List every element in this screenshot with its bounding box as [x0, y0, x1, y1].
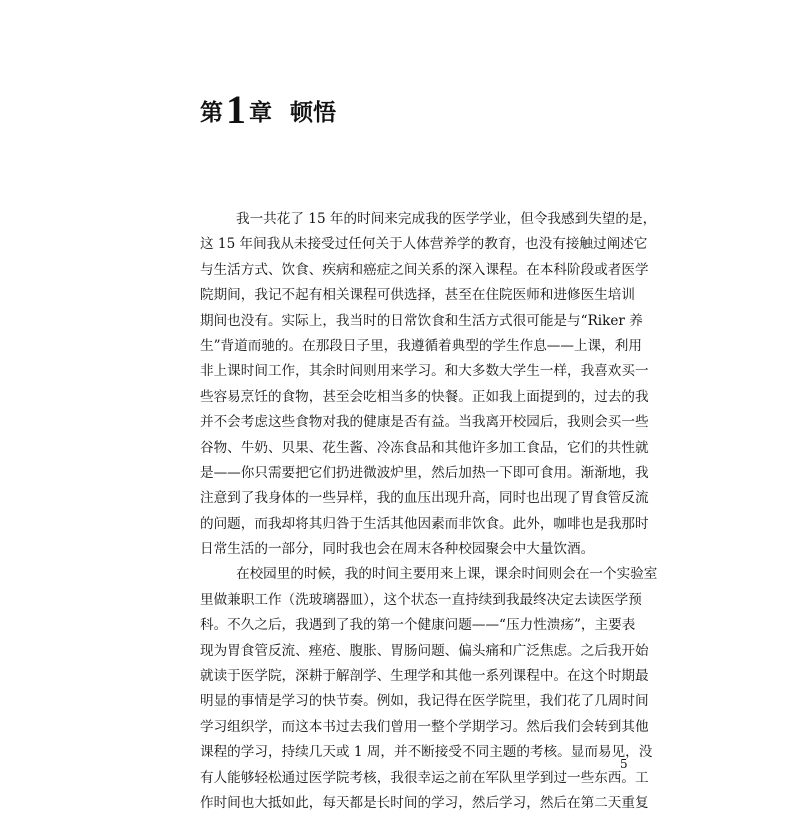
text-line: 些容易烹饪的食物，甚至会吃相当多的快餐。正如我上面提到的，过去的我 — [200, 388, 649, 405]
chapter-suffix: 章 — [249, 99, 272, 126]
chapter-heading — [200, 84, 336, 132]
text-line: 是——你只需要把它们扔进微波炉里，然后加热一下即可食用。渐渐地，我 — [200, 464, 649, 481]
text-line: 谷物、牛奶、贝果、花生酱、冷冻食品和其他许多加工食品，它们的共性就 — [200, 439, 649, 456]
text-line: 生”背道而驰的。在那段日子里，我遵循着典型的学生作息——上课，利用 — [200, 337, 642, 354]
text-line: 与生活方式、饮食、疾病和癌症之间关系的深入课程。在本科阶段或者医学 — [200, 261, 649, 278]
text-line: 里做兼职工作（洗玻璃器皿），这个状态一直持续到我最终决定去读医学预 — [200, 591, 642, 608]
text-line: 期间也没有。实际上，我当时的日常饮食和生活方式很可能是与“Riker 养 — [200, 312, 643, 329]
text-line: 并不会考虑这些食物对我的健康是否有益。当我离开校园后，我则会买一些 — [200, 414, 649, 431]
page-number: 5 — [620, 757, 628, 771]
text-line: 的问题，而我却将其归咎于生活其他因素而非饮食。此外，咖啡也是我那时 — [200, 515, 649, 532]
text-line: 院期间，我记不起有相关课程可供选择，甚至在住院医师和进修医生培训 — [200, 287, 635, 304]
text-line: 注意到了我身体的一些异样，我的血压出现升高，同时也出现了胃食管反流 — [200, 490, 649, 507]
text-line: 学习组织学，而这本书过去我们曾用一整个学期学习。然后我们会转到其他 — [200, 718, 649, 735]
text-line: 现为胃食管反流、痤疮、腹胀、胃肠问题、偏头痛和广泛焦虑。之后我开始 — [200, 642, 649, 659]
chapter-number: 1 — [226, 87, 246, 132]
paragraph-2 — [200, 562, 658, 816]
chapter-title: 顿悟 — [290, 99, 336, 126]
text-line: 明显的事情是学习的快节奏。例如，我记得在医学院里，我们花了几周时间 — [200, 693, 649, 710]
chapter-prefix: 第 — [200, 99, 223, 126]
text-line: 作时间也大抵如此，每天都是长时间的学习，然后学习，然后在第二天重复 — [200, 794, 649, 811]
text-line: 非上课时间工作，其余时间则用来学习。和大多数大学生一样，我喜欢买一 — [200, 363, 649, 380]
text-line: 在校园里的时候，我的时间主要用来上课，课余时间则会在一个实验室 — [236, 566, 658, 583]
text-line: 就读于医学院，深耕于解剖学、生理学和其他一系列课程中。在这个时期最 — [200, 668, 649, 685]
text-line: 这 15 年间我从未接受过任何关于人体营养学的教育，也没有接触过阐述它 — [200, 236, 648, 253]
paragraph-1 — [200, 207, 657, 562]
body-text — [200, 207, 658, 816]
text-line: 日常生活的一部分，同时我也会在周末各种校园聚会中大量饮酒。 — [200, 541, 595, 558]
text-line: 科。不久之后，我遇到了我的第一个健康问题——“压力性溃疡”，主要表 — [200, 617, 636, 634]
text-line: 有人能够轻松通过医学院考核，我很幸运之前在军队里学到过一些东西。工 — [200, 769, 649, 786]
text-line: 课程的学习，持续几天或 1 周，并不断接受不同主题的考核。显而易见，没 — [200, 744, 653, 761]
text-line: 我一共花了 15 年的时间来完成我的医学学业，但令我感到失望的是， — [236, 211, 657, 227]
